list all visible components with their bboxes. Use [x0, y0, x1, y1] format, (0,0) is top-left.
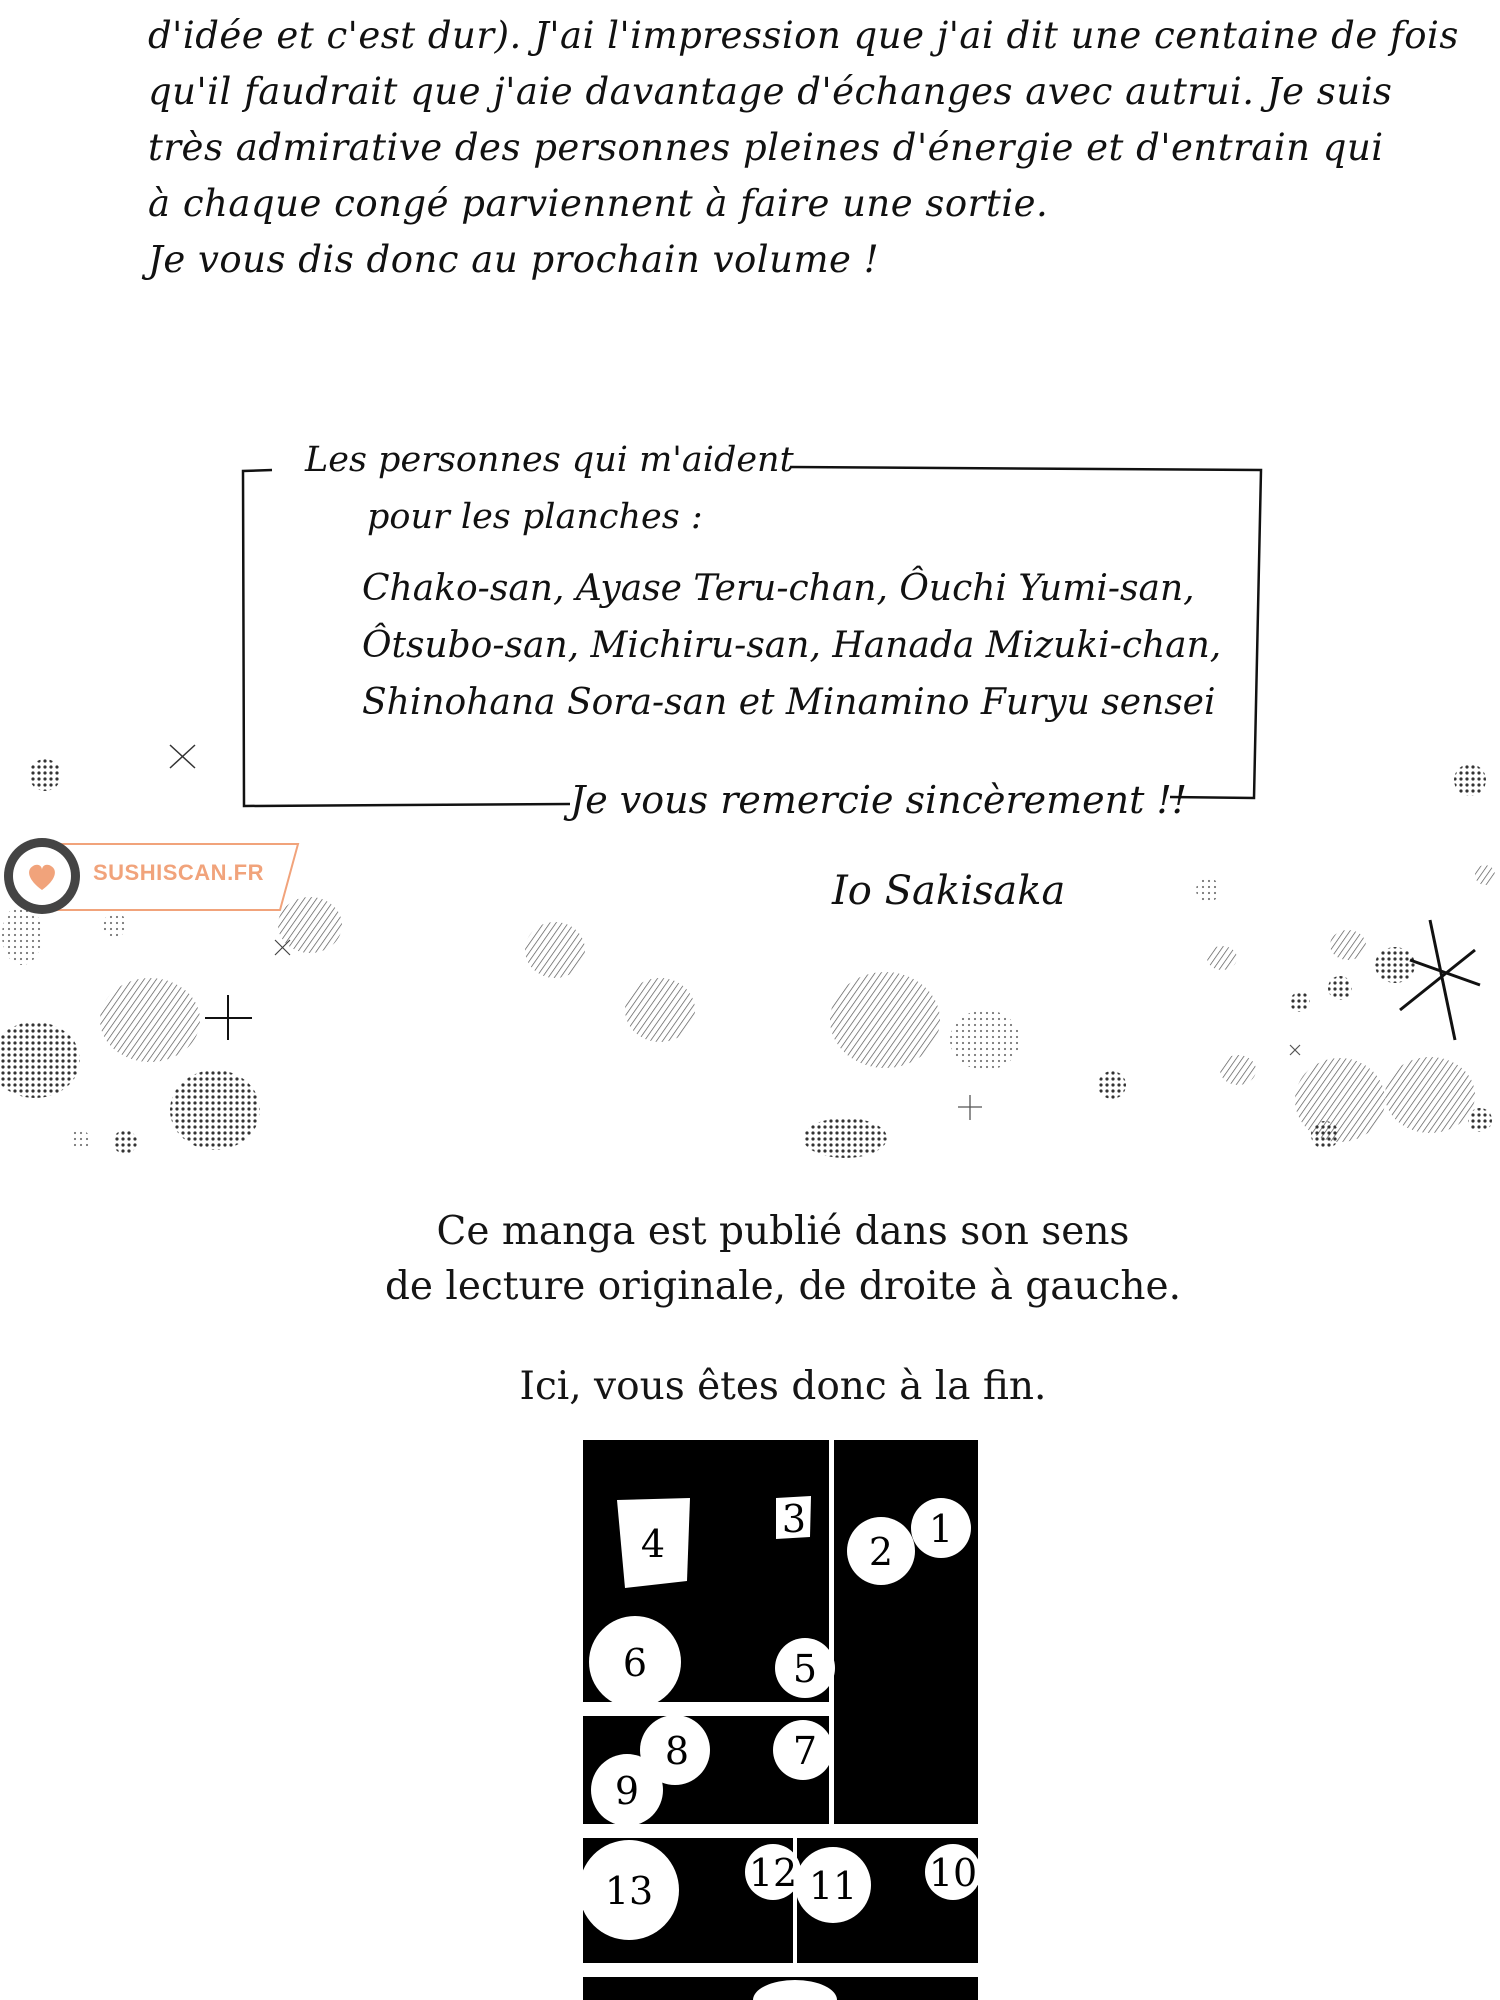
- panel-number-7: [773, 1720, 833, 1780]
- svg-text:2: 2: [868, 1530, 894, 1574]
- svg-text:3: 3: [781, 1497, 807, 1541]
- reading-notice-line: de lecture originale, de droite à gauche.: [384, 1264, 1182, 1309]
- credits-names: [362, 560, 1221, 731]
- afterword-line: Je vous dis donc au prochain volume !: [148, 238, 880, 281]
- panel-number-5: [775, 1638, 835, 1698]
- svg-text:10: 10: [928, 1851, 978, 1895]
- credits-name-line: Chako-san, Ayase Teru-chan, Ôuchi Yumi-san,: [362, 568, 1195, 609]
- svg-text:8: 8: [664, 1729, 690, 1773]
- credits-name-line: Shinohana Sora-san et Minamino Furyu sensei: [362, 682, 1216, 723]
- panel-number-3: [776, 1496, 811, 1541]
- svg-text:1: 1: [928, 1507, 954, 1551]
- svg-text:11: 11: [808, 1864, 858, 1908]
- panel-number-2: [847, 1517, 915, 1585]
- afterword-text: [148, 8, 1459, 288]
- watermark-label[interactable]: SUSHISCAN.FR: [93, 860, 265, 885]
- afterword-line: à chaque congé parviennent à faire une sortie.: [148, 182, 1049, 225]
- afterword-line: très admirative des personnes pleines d'énergie et d'entrain qui: [148, 126, 1384, 169]
- credits-thanks: Je vous remercie sincèrement !!: [570, 778, 1187, 822]
- panel-number-13: [583, 1840, 679, 1940]
- panel-number-9: [591, 1754, 663, 1826]
- screentone-decoration: [0, 740, 1500, 1160]
- reading-order-diagram: [583, 1440, 978, 2000]
- svg-text:9: 9: [614, 1769, 640, 1813]
- panel-number-1: [911, 1498, 971, 1558]
- author-signature: Io Sakisaka: [832, 868, 1066, 914]
- reading-notice-line: Ce manga est publié dans son sens: [436, 1209, 1130, 1254]
- panel-number-10: [925, 1844, 978, 1900]
- reading-end-notice: Ici, vous êtes donc à la fin.: [519, 1364, 1047, 1409]
- panel-number-11: [795, 1847, 871, 1923]
- credits-title: Les personnes qui m'aident: [305, 440, 794, 480]
- svg-text:7: 7: [792, 1729, 818, 1773]
- credits-name-line: Ôtsubo-san, Michiru-san, Hanada Mizuki-chan,: [362, 625, 1222, 666]
- afterword-line: qu'il faudrait que j'aie davantage d'échanges avec autrui. Je suis: [148, 70, 1393, 113]
- svg-text:5: 5: [792, 1647, 818, 1691]
- afterword-line: d'idée et c'est dur). J'ai l'impression que j'ai dit une centaine de fois: [148, 14, 1459, 57]
- svg-text:12: 12: [748, 1851, 798, 1895]
- panel: [834, 1440, 978, 1824]
- svg-text:13: 13: [604, 1869, 654, 1913]
- svg-text:6: 6: [622, 1641, 648, 1685]
- panel-number-12: [745, 1844, 801, 1900]
- svg-text:4: 4: [640, 1522, 666, 1566]
- credits-subtitle: pour les planches :: [367, 497, 703, 537]
- panel-number-6: [589, 1616, 681, 1708]
- panel-number-4: [617, 1498, 690, 1588]
